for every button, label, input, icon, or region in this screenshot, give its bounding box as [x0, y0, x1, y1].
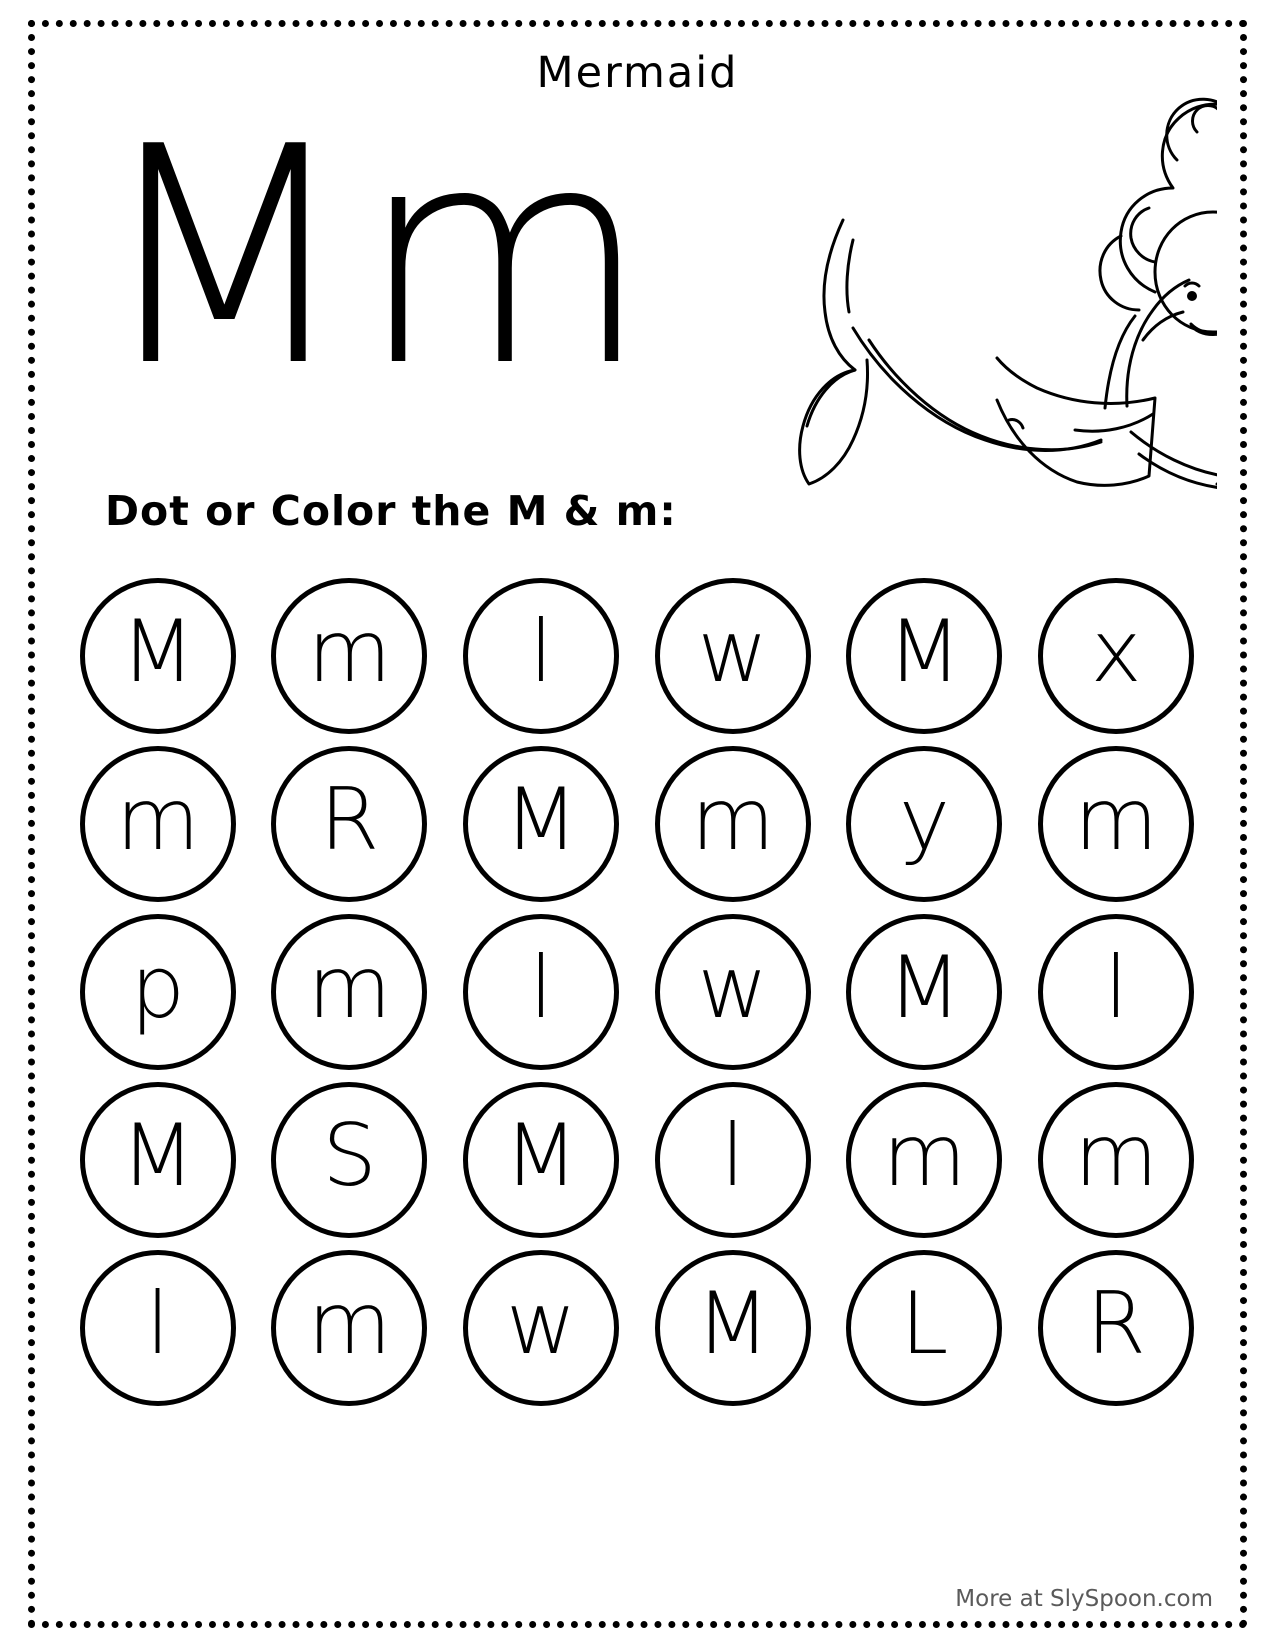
- letter-bubble[interactable]: [271, 1250, 427, 1406]
- bubble-letter: M: [695, 1274, 770, 1374]
- bubble-letter: S: [322, 1106, 377, 1206]
- letter-bubble[interactable]: [80, 578, 236, 734]
- letter-bubble[interactable]: [271, 914, 427, 1070]
- page-title: Mermaid: [536, 48, 739, 98]
- bubble-letter: m: [1074, 770, 1159, 870]
- letter-bubble[interactable]: [271, 746, 427, 902]
- letter-bubble[interactable]: [1038, 578, 1194, 734]
- letter-bubble[interactable]: [1038, 1250, 1194, 1406]
- bubble-letter: l: [720, 1106, 745, 1206]
- letter-pair-heading: Mm: [95, 83, 655, 432]
- bubble-letter: m: [882, 1106, 967, 1206]
- bubble-letter: m: [307, 602, 392, 702]
- letter-bubble[interactable]: [1038, 746, 1194, 902]
- bubble-letter: y: [899, 770, 950, 870]
- letter-bubble[interactable]: [463, 746, 619, 902]
- bubble-letter: m: [690, 770, 775, 870]
- letter-bubble[interactable]: [463, 1250, 619, 1406]
- letter-bubble[interactable]: [846, 1250, 1002, 1406]
- bubble-letter: R: [1086, 1274, 1147, 1374]
- bubble-letter: w: [697, 938, 768, 1038]
- bubble-letter: p: [130, 938, 186, 1038]
- bubble-letter: x: [1090, 602, 1142, 702]
- letter-bubble[interactable]: [846, 746, 1002, 902]
- letter-bubble[interactable]: [80, 914, 236, 1070]
- mermaid-illustration: [657, 40, 1217, 540]
- bubble-letter: m: [307, 938, 392, 1038]
- bubble-letter: M: [504, 1106, 579, 1206]
- letter-bubble[interactable]: [80, 1250, 236, 1406]
- letter-bubble-grid: [62, 578, 1212, 1406]
- instruction-text: Dot or Color the M & m:: [105, 487, 677, 535]
- bubble-letter: l: [1104, 938, 1129, 1038]
- bubble-letter: R: [319, 770, 380, 870]
- letter-bubble[interactable]: [463, 578, 619, 734]
- letter-bubble[interactable]: [655, 1250, 811, 1406]
- letter-bubble[interactable]: [80, 1082, 236, 1238]
- bubble-letter: m: [307, 1274, 392, 1374]
- letter-bubble[interactable]: [655, 1082, 811, 1238]
- letter-bubble[interactable]: [271, 1082, 427, 1238]
- letter-bubble[interactable]: [655, 746, 811, 902]
- letter-bubble[interactable]: [846, 1082, 1002, 1238]
- bubble-letter: M: [887, 938, 962, 1038]
- letter-bubble[interactable]: [80, 746, 236, 902]
- bubble-letter: M: [120, 1106, 195, 1206]
- bubble-letter: M: [887, 602, 962, 702]
- letter-bubble[interactable]: [463, 1082, 619, 1238]
- bubble-letter: l: [529, 938, 554, 1038]
- bubble-letter: w: [505, 1274, 577, 1374]
- bubble-letter: m: [115, 770, 200, 870]
- bubble-letter: l: [529, 602, 554, 702]
- letter-bubble[interactable]: [655, 578, 811, 734]
- bubble-letter: M: [120, 602, 195, 702]
- letter-bubble[interactable]: [1038, 914, 1194, 1070]
- bubble-letter: l: [145, 1274, 170, 1374]
- letter-bubble[interactable]: [846, 578, 1002, 734]
- bubble-letter: m: [1074, 1106, 1159, 1206]
- letter-bubble[interactable]: [1038, 1082, 1194, 1238]
- letter-bubble[interactable]: [655, 914, 811, 1070]
- footer-credit: More at SlySpoon.com: [955, 1586, 1213, 1612]
- bubble-letter: M: [504, 770, 579, 870]
- letter-bubble[interactable]: [463, 914, 619, 1070]
- letter-bubble[interactable]: [846, 914, 1002, 1070]
- bubble-letter: w: [697, 602, 768, 702]
- bubble-letter: L: [900, 1274, 949, 1374]
- letter-bubble[interactable]: [271, 578, 427, 734]
